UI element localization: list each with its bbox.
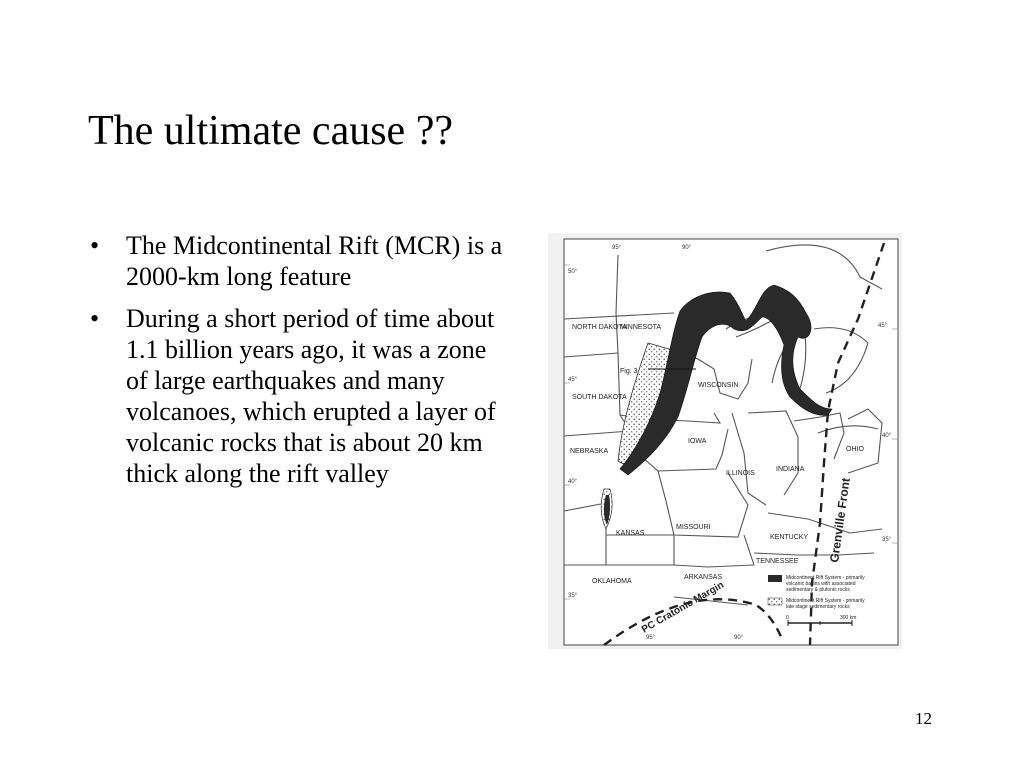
label-fig3: Fig. 3 xyxy=(620,368,638,375)
rift-map-figure xyxy=(548,233,902,649)
label-grenville-front: Grenville Front xyxy=(827,476,853,564)
coord-lat40-left: 40° xyxy=(568,479,578,485)
bullet-text-1: The Midcontinental Rift (MCR) is a 2000-km long feature xyxy=(126,231,503,291)
legend-swatch-sedimentary xyxy=(768,598,782,605)
legend-volcanic-line1: Midcontinent Rift System - primarily xyxy=(786,575,865,581)
label-nebraska: NEBRASKA xyxy=(570,448,609,455)
bullet-list xyxy=(88,230,508,500)
label-tennessee: TENNESSEE xyxy=(756,558,799,565)
label-south-dakota: SOUTH DAKOTA xyxy=(572,394,627,401)
legend-volcanic-line3: sedimentary & plutonic rocks xyxy=(786,587,850,593)
coord-lat50: 50° xyxy=(568,269,578,275)
label-oklahoma: OKLAHOMA xyxy=(592,578,632,585)
label-minnesota: MINNESOTA xyxy=(620,324,662,331)
bullet-text-2: During a short period of time about 1.1 billion years ago, it was a zone of large earthquakes and many volcanoes, which erupted a layer of volcanic rocks that is about 20 km thick along the rift valley xyxy=(126,304,496,488)
legend-volcanic-line2: volcanic basins with associated xyxy=(786,581,856,587)
label-north-dakota: NORTH DAKOTA xyxy=(572,324,627,331)
label-cratonic-margin: PC Cratonic Margin xyxy=(640,579,726,636)
page-number: 12 xyxy=(915,709,932,728)
bullet-marker-1: • xyxy=(90,231,100,260)
label-kentucky: KENTUCKY xyxy=(770,534,809,541)
coord-lat40-right: 40° xyxy=(882,433,892,439)
scale-label-zero: 0 xyxy=(786,615,789,621)
label-arkansas: ARKANSAS xyxy=(684,574,723,581)
bullet-item-1 xyxy=(88,230,508,292)
label-illinois: ILLINOIS xyxy=(726,470,755,477)
coord-lat45-left: 45° xyxy=(568,377,578,383)
bullet-item-2 xyxy=(88,303,508,489)
label-missouri: MISSOURI xyxy=(676,524,711,531)
bullet-marker-2: • xyxy=(90,304,100,333)
coord-lon95-bottom: 95° xyxy=(646,635,656,641)
coord-lat35-left: 35° xyxy=(568,593,578,599)
coord-lat35-right: 35° xyxy=(882,537,892,543)
coord-lon90-bottom: 90° xyxy=(734,635,744,641)
slide-title: The ultimate cause ?? xyxy=(88,108,453,154)
label-wisconsin: WISCONSIN xyxy=(698,382,739,389)
coord-lat45-right: 45° xyxy=(878,323,888,329)
scale-label-300km: 300 km xyxy=(840,615,857,621)
legend-swatch-volcanic xyxy=(768,575,782,582)
label-ohio: OHIO xyxy=(846,446,864,453)
rift-map xyxy=(548,233,902,649)
coord-lon90-top: 90° xyxy=(682,245,692,251)
legend-sedimentary-line2: late stage sedimentary rocks xyxy=(786,604,850,610)
label-iowa: IOWA xyxy=(688,438,707,445)
coord-lon95-top: 95° xyxy=(612,245,622,251)
legend-sedimentary-line1: Midcontinent Rift System - primarily xyxy=(786,598,865,604)
label-indiana: INDIANA xyxy=(776,466,805,473)
label-kansas: KANSAS xyxy=(616,530,645,537)
